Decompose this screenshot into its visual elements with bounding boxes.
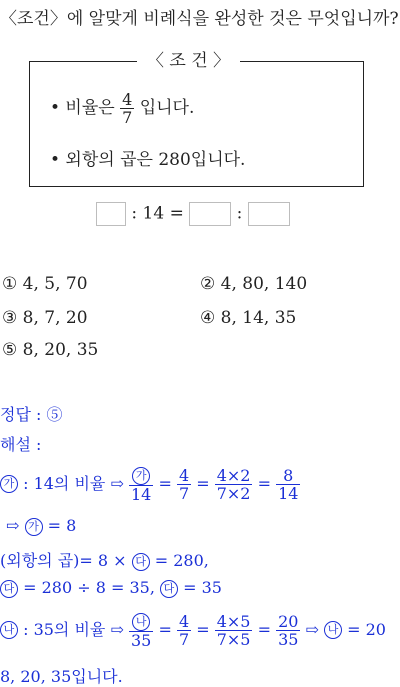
arrow-icon: ⇨ xyxy=(6,516,20,535)
na-symbol: 나 xyxy=(324,621,342,639)
fraction-numerator: 4 xyxy=(178,465,190,485)
fraction-denominator: 7 xyxy=(178,483,190,503)
fraction-denominator: 7 xyxy=(178,629,190,649)
question-text: 〈조건〉에 알맞게 비례식을 완성한 것은 무엇입니까? xyxy=(0,9,399,29)
solution-line-2 xyxy=(6,516,76,536)
option-5[interactable]: ⑤ 8, 20, 35 xyxy=(2,340,99,360)
solution-2-text: = 8 xyxy=(47,516,77,535)
ga-symbol: 가 xyxy=(132,467,150,485)
solution-5-frac-3 xyxy=(215,613,253,648)
fraction-numerator: 4×5 xyxy=(216,611,251,631)
da-symbol: 다 xyxy=(132,553,150,571)
fraction-numerator: 20 xyxy=(278,611,299,631)
fraction-denominator: 7 xyxy=(122,108,133,127)
blank-box-3[interactable] xyxy=(248,202,290,226)
solution-3-rest: = 280, xyxy=(154,551,209,570)
solution-line-3 xyxy=(0,548,209,571)
da-symbol: 다 xyxy=(0,580,18,598)
proportion-equation xyxy=(96,202,290,226)
option-4[interactable]: ④ 8, 14, 35 xyxy=(200,308,297,328)
equals-sign: = xyxy=(196,619,210,639)
fraction-denominator: 14 xyxy=(130,484,152,504)
ratio-fraction xyxy=(120,91,134,126)
solution-4-rest: = 35 xyxy=(183,578,222,597)
fraction-denominator: 35 xyxy=(130,630,152,650)
solution-1-frac-3 xyxy=(215,467,253,502)
equation-text-1: : 14 = xyxy=(131,203,184,224)
arrow-icon: ⇨ xyxy=(305,619,319,639)
equation-text-2: : xyxy=(236,203,243,224)
answer-label: 정답 : ⑤ xyxy=(0,405,63,424)
equals-sign: = xyxy=(158,619,172,639)
solution-1-text: : 14의 비율 ⇨ xyxy=(23,473,124,493)
solution-5-frac-1 xyxy=(129,612,153,649)
condition-ratio-label: • 비율은 xyxy=(50,98,115,118)
condition-product: • 외항의 곱은 280입니다. xyxy=(50,150,246,170)
option-2[interactable]: ② 4, 80, 140 xyxy=(200,274,308,294)
solution-5-text: : 35의 비율 ⇨ xyxy=(23,619,124,639)
solution-3-text: (외항의 곱)= 8 × xyxy=(0,551,127,570)
solution-line-5 xyxy=(0,612,386,649)
solution-1-frac-4 xyxy=(276,467,300,502)
solution-4-text: = 280 ÷ 8 = 35, xyxy=(23,578,155,597)
equals-sign: = xyxy=(257,619,271,639)
condition-ratio-suffix: 입니다. xyxy=(139,98,195,118)
na-symbol: 나 xyxy=(0,621,18,639)
equals-sign: = xyxy=(196,473,210,493)
condition-title: 〈 조 건 〉 xyxy=(137,46,240,71)
fraction-numerator: 4 xyxy=(122,90,133,109)
solution-5-rest: = 20 xyxy=(347,619,386,639)
fraction-denominator: 7×2 xyxy=(216,483,251,503)
option-3[interactable]: ③ 8, 7, 20 xyxy=(2,308,88,328)
ga-symbol: 가 xyxy=(0,475,18,493)
solution-5-frac-2 xyxy=(177,613,191,648)
fraction-denominator: 35 xyxy=(278,629,299,649)
solution-line-1 xyxy=(0,466,300,503)
final-answer: 8, 20, 35입니다. xyxy=(0,667,123,686)
fraction-numerator: 4×2 xyxy=(216,465,251,485)
na-symbol: 나 xyxy=(132,613,150,631)
fraction-denominator: 14 xyxy=(278,483,299,503)
solution-1-frac-1 xyxy=(129,466,153,503)
explanation-label: 해설 : xyxy=(0,435,42,454)
fraction-numerator: 4 xyxy=(178,611,190,631)
solution-line-4 xyxy=(0,578,222,598)
fraction-denominator: 7×5 xyxy=(216,629,251,649)
condition-ratio xyxy=(50,91,194,126)
equals-sign: = xyxy=(158,473,172,493)
equals-sign: = xyxy=(257,473,271,493)
solution-1-frac-2 xyxy=(177,467,191,502)
solution-5-frac-4 xyxy=(276,613,300,648)
ga-symbol: 가 xyxy=(25,518,43,536)
blank-box-1[interactable] xyxy=(96,202,126,226)
fraction-numerator: 8 xyxy=(283,465,294,485)
option-1[interactable]: ① 4, 5, 70 xyxy=(2,274,88,294)
blank-box-2[interactable] xyxy=(189,202,231,226)
da-symbol: 다 xyxy=(160,580,178,598)
